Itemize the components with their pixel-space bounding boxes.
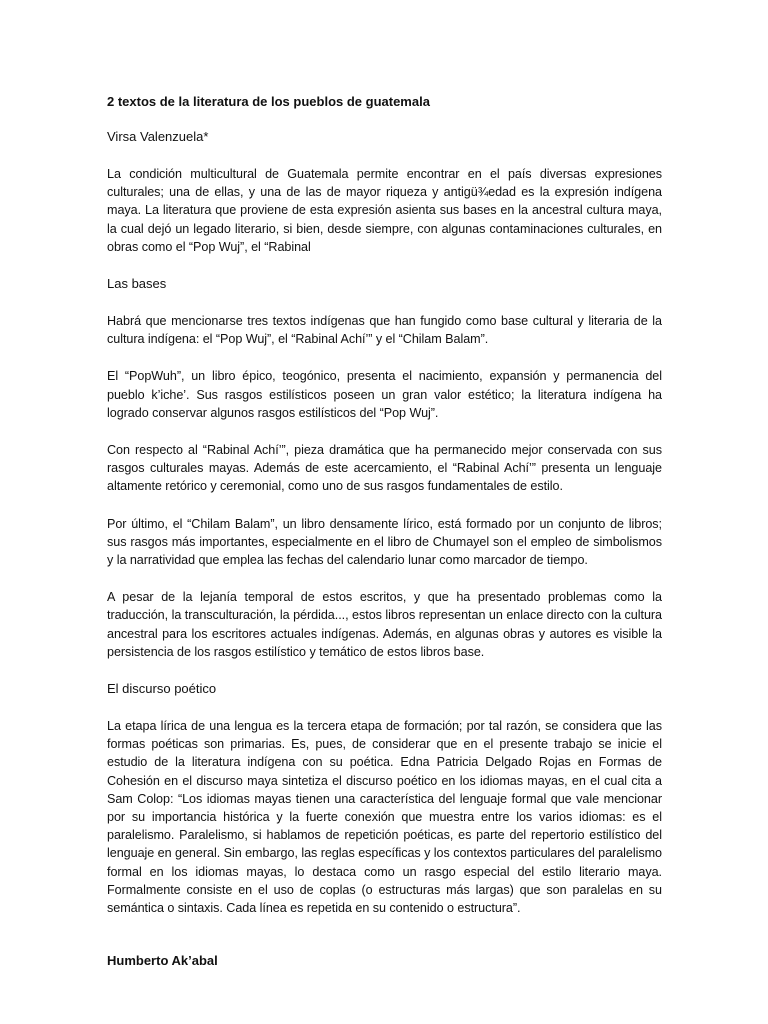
section-author-heading: Humberto Ak’abal xyxy=(107,953,218,969)
section-heading-discurso: El discurso poético xyxy=(107,681,217,697)
intro-paragraph: La condición multicultural de Guatemala permite encontrar en el país diversas expresiones culturales; una de ellas, y una de las de mayor riqueza y antigü¾edad es la expresión indígena maya. La literatura que proviene de esta expresión asienta sus bases en la ancestral cultura maya, la cual dejó un legado literario, si bien, desde siempre, con algunas contaminaciones culturales, en obras como el “Pop Wuj”, el “Rabinal xyxy=(107,167,662,254)
discurso-paragraph-1: La etapa lírica de una lengua es la tercera etapa de formación; por tal razón, se considera que las formas poéticas son primarias. Es, pues, de considerar que en el presente trabajo se inicie el estudio de la literatura indígena con su poética. Edna Patricia Delgado Rojas en Formas de Cohesión en el discurso maya sintetiza el discurso poético en los idiomas mayas, en el cual cita a Sam Colop: “Los idiomas mayas tienen una característica del lenguaje formal que vale mencionar por su importancia histórica y la fuerte conexión que muestra entre los varios idiomas: es el paralelismo. Paralelismo, si hablamos de repetición poéticas, es parte del repertorio estilístico del lenguaje en general. Sin embargo, las reglas específicas y los contextos particulares del paralelismo formal en los idiomas mayas, lo destaca como un rasgo especial del estilo literario maya. Formalmente consiste en el uso de coplas (o estructuras más largas) que son paralelas en su semántica o sintaxis. Cada línea es repetida en su contenido o estructura”. xyxy=(107,719,662,916)
bases-paragraph-2: El “PopWuh”, un libro épico, teogónico, presenta el nacimiento, expansión y permanencia del pueblo k’iche’. Sus rasgos estilísticos poseen un gran valor estético; la literatura indígena ha logrado conservar algunos rasgos estilísticos del “Pop Wuj”. xyxy=(107,369,662,420)
bases-paragraph-3: Con respecto al “Rabinal Achí’”, pieza dramática que ha permanecido mejor conservada con sus rasgos culturales mayas. Además de este acercamiento, el “Rabinal Achí’” presenta un lenguaje altamente retórico y ceremonial, como uno de sus rasgos fundamentales de estilo. xyxy=(107,443,662,494)
document-author: Virsa Valenzuela* xyxy=(107,129,209,144)
document-title: 2 textos de la literatura de los pueblos de guatemala xyxy=(107,94,430,109)
bases-paragraph-1: Habrá que mencionarse tres textos indígenas que han fungido como base cultural y literaria de la cultura indígena: el “Pop Wuj”, el “Rabinal Achí’” y el “Chilam Balam”. xyxy=(107,314,662,347)
document-page xyxy=(107,93,662,970)
bases-paragraph-5: A pesar de la lejanía temporal de estos escritos, y que ha presentado problemas como la traducción, la transculturación, la pérdida..., estos libros representan un enlace directo con la cultura ancestral para los escritores actuales indígenas. Además, en algunas obras y autores es visible la persistencia de los rasgos estilístico y temático de estos libros base. xyxy=(107,590,662,659)
bases-paragraph-4: Por último, el “Chilam Balam”, un libro densamente lírico, está formado por un conjunto de libros; sus rasgos más importantes, especialmente en el libro de Chumayel son el empleo de simbolismos y la narratividad que emplea las fechas del calendario lunar como marcador de tiempo. xyxy=(107,516,662,568)
section-heading-bases: Las bases xyxy=(107,276,167,292)
